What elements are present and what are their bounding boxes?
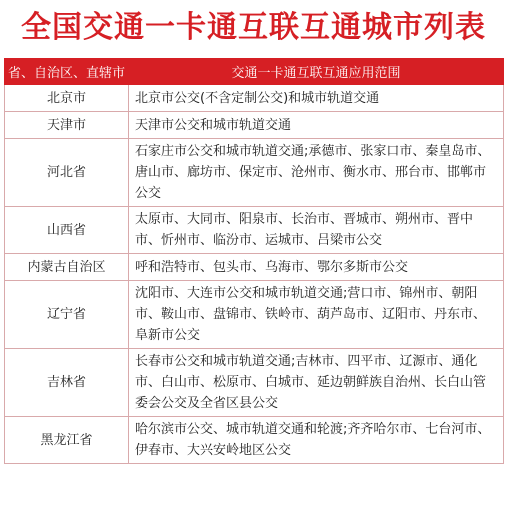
province-cell: 吉林省 xyxy=(5,349,129,417)
scope-cell: 哈尔滨市公交、城市轨道交通和轮渡;齐齐哈尔市、七台河市、伊春市、大兴安岭地区公交 xyxy=(129,417,504,464)
table-row xyxy=(5,139,504,207)
header-scope: 交通一卡通互联互通应用范围 xyxy=(129,59,504,85)
province-cell: 内蒙古自治区 xyxy=(5,254,129,281)
scope-cell: 太原市、大同市、阳泉市、长治市、晋城市、朔州市、晋中市、忻州市、临汾市、运城市、吕梁市公交 xyxy=(129,207,504,254)
table-row xyxy=(5,254,504,281)
province-cell: 天津市 xyxy=(5,112,129,139)
scope-cell: 天津市公交和城市轨道交通 xyxy=(129,112,504,139)
scope-cell: 呼和浩特市、包头市、乌海市、鄂尔多斯市公交 xyxy=(129,254,504,281)
table-header-row xyxy=(5,59,504,85)
city-table xyxy=(4,58,504,464)
table-row xyxy=(5,417,504,464)
province-cell: 黑龙江省 xyxy=(5,417,129,464)
table-row xyxy=(5,207,504,254)
province-cell: 北京市 xyxy=(5,85,129,112)
page-title: 全国交通一卡通互联互通城市列表 xyxy=(21,10,486,45)
scope-cell: 石家庄市公交和城市轨道交通;承德市、张家口市、秦皇岛市、唐山市、廊坊市、保定市、沧州市、衡水市、邢台市、邯郸市公交 xyxy=(129,139,504,207)
header-province: 省、自治区、直辖市 xyxy=(5,59,129,85)
table-row xyxy=(5,112,504,139)
province-cell: 山西省 xyxy=(5,207,129,254)
province-cell: 辽宁省 xyxy=(5,281,129,349)
scope-cell: 北京市公交(不含定制公交)和城市轨道交通 xyxy=(129,85,504,112)
table-row xyxy=(5,85,504,112)
scope-cell: 长春市公交和城市轨道交通;吉林市、四平市、辽源市、通化市、白山市、松原市、白城市、延边朝鲜族自治州、长白山管委会公交及全省区县公交 xyxy=(129,349,504,417)
scope-cell: 沈阳市、大连市公交和城市轨道交通;营口市、锦州市、朝阳市、鞍山市、盘锦市、铁岭市、葫芦岛市、辽阳市、丹东市、阜新市公交 xyxy=(129,281,504,349)
province-cell: 河北省 xyxy=(5,139,129,207)
table-row xyxy=(5,349,504,417)
table-row xyxy=(5,281,504,349)
